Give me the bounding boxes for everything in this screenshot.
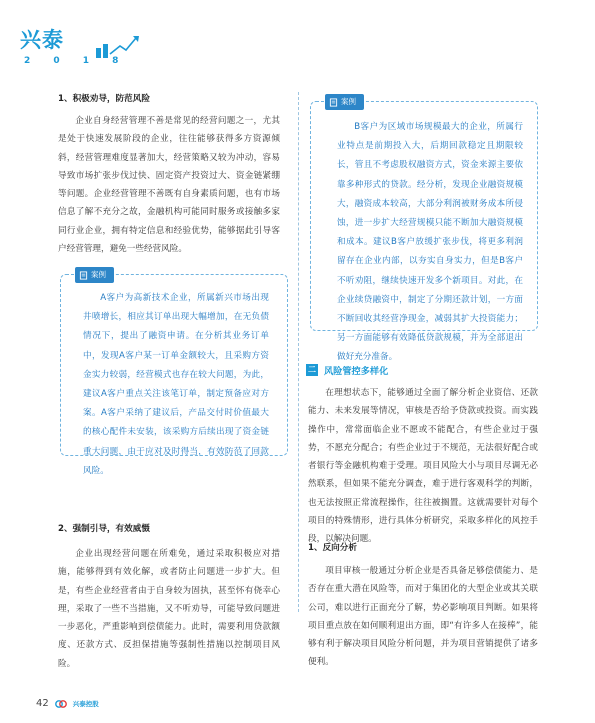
paragraph-1: 企业自身经营管理不善是常见的经营问题之一，尤其是处于快速发展阶段的企业，往往能够获得多方资源倾斜，经营管理难度显著加大，经营策略又较为冲动，容易导致市场扩张步伐过快、固定资产投资过大、资金链紧绷等问题。企业经营管理不善既有自身素质问题，也有市场信息了解不充分之故，金融机构可能同时服务或接触多家同行业企业，拥有特定信息和经验优势，能够据此引导客户经营管理，避免一些经营风险。 [58, 116, 280, 255]
brand-year: 2 0 1 8 [24, 56, 129, 66]
case-tag-label: 案例 [341, 97, 356, 106]
document-icon [79, 271, 88, 280]
case-box-a [60, 270, 288, 476]
section-title: 风险管控多样化 [324, 366, 389, 377]
column-divider [298, 92, 299, 612]
page-number: 42 [36, 698, 49, 709]
page-footer [36, 698, 99, 709]
case-box-b [310, 97, 538, 363]
case-tag [325, 94, 364, 110]
case-text-b: B客户为区域市场规模最大的企业，所属行业特点是前期投入大，后期回款稳定且期限较长，管且不考虑股权融资方式，资金来源主要依靠多种形式的贷款。经分析，发现企业融资规模大，融资成本较高，大部分利润被财务成本所侵蚀，进一步扩大经营规模只能不断加大融资规模和成本。建议B客户放缓扩张步伐，将更多利润留存在企业内部，以夯实自身实力，但是B客户不听劝阻，继续快速开发多个新项目。对此，在企业续贷融资中，制定了分期还款计划，一方面不断回收其经营净现金，减弱其扩大投资能力；另一方面能够有效降低贷款规模，并为全部退出做好充分准备。 [337, 122, 523, 363]
heading-2: 2、强制引导，有效威慑 [58, 524, 150, 534]
section-number: 二 [308, 365, 316, 374]
case-text-a: A客户为高新技术企业，所属新兴市场出现井喷增长，相应其订单出现大幅增加，在无负债情况下，提出了融资申请。在分析其业务订单中，发现A客户某一订单金额较大，且采购方资金实力较弱，经营模式也存在较大问题，为此，建议A客户重点关注该笔订单，制定预备应对方案。A客户采纳了建议后，产品交付时价值最大的核心配件未安装，该采购方后续出现了资金链重大问题，由于应对及时得当，有效防范了回款风险。 [83, 293, 269, 476]
section-heading [306, 363, 388, 377]
heading-1: 1、积极劝导，防范风险 [58, 94, 150, 104]
paragraph-2: 企业出现经营问题在所难免，通过采取积极应对措施，能够得到有效化解，或者防止问题进一步扩大。但是，有些企业经营者由于自身较为固执，甚至怀有侥幸心理，采取了一些不当措施，又不听劝导，可能导致问题进一步恶化，严重影响到偿债能力。此时，需要利用贷款额度、还款方式、反担保措施等强制性措施以控制项目风险。 [58, 549, 280, 669]
heading-3: 1、反向分析 [308, 543, 357, 553]
company-logo-text: 兴泰控股 [72, 700, 99, 708]
paragraph-4: 项目审核一般通过分析企业是否具备足够偿债能力、是否存在重大潜在风险等，而对于集团化的大型企业或其关联公司，难以进行正面充分了解，势必影响项目判断。如果将项目重点放在如何顺利退出方面，即“有许多人在接棒”，能够有利于解决项目风险分析问题，并为项目营销提供了诸多便利。 [308, 566, 538, 668]
document-icon [329, 98, 338, 107]
paragraph-3: 在理想状态下，能够通过全面了解分析企业资信、还款能力、未来发展等情况，审核是否给予贷款或投资。而实践操作中，常常面临企业不愿或不能配合，有些企业过于强势，不愿充分配合；有些企业过于不规范，无法很好配合或者银行等金融机构难于受理。项目风险大小与项目尽调无必然联系，但如果不能充分调查，难于进行客观科学的判断，也无法按照正常流程操作，往往被搁置。这就需要针对每个项目的特殊情形，进行具体分析研究，采取多样化的风控手段，以解决问题。 [308, 388, 538, 545]
case-tag [75, 267, 114, 283]
brand-logo [12, 20, 132, 80]
brand-title: 兴泰 [20, 27, 64, 52]
case-tag-label: 案例 [91, 270, 106, 279]
company-logo-icon [55, 699, 67, 709]
